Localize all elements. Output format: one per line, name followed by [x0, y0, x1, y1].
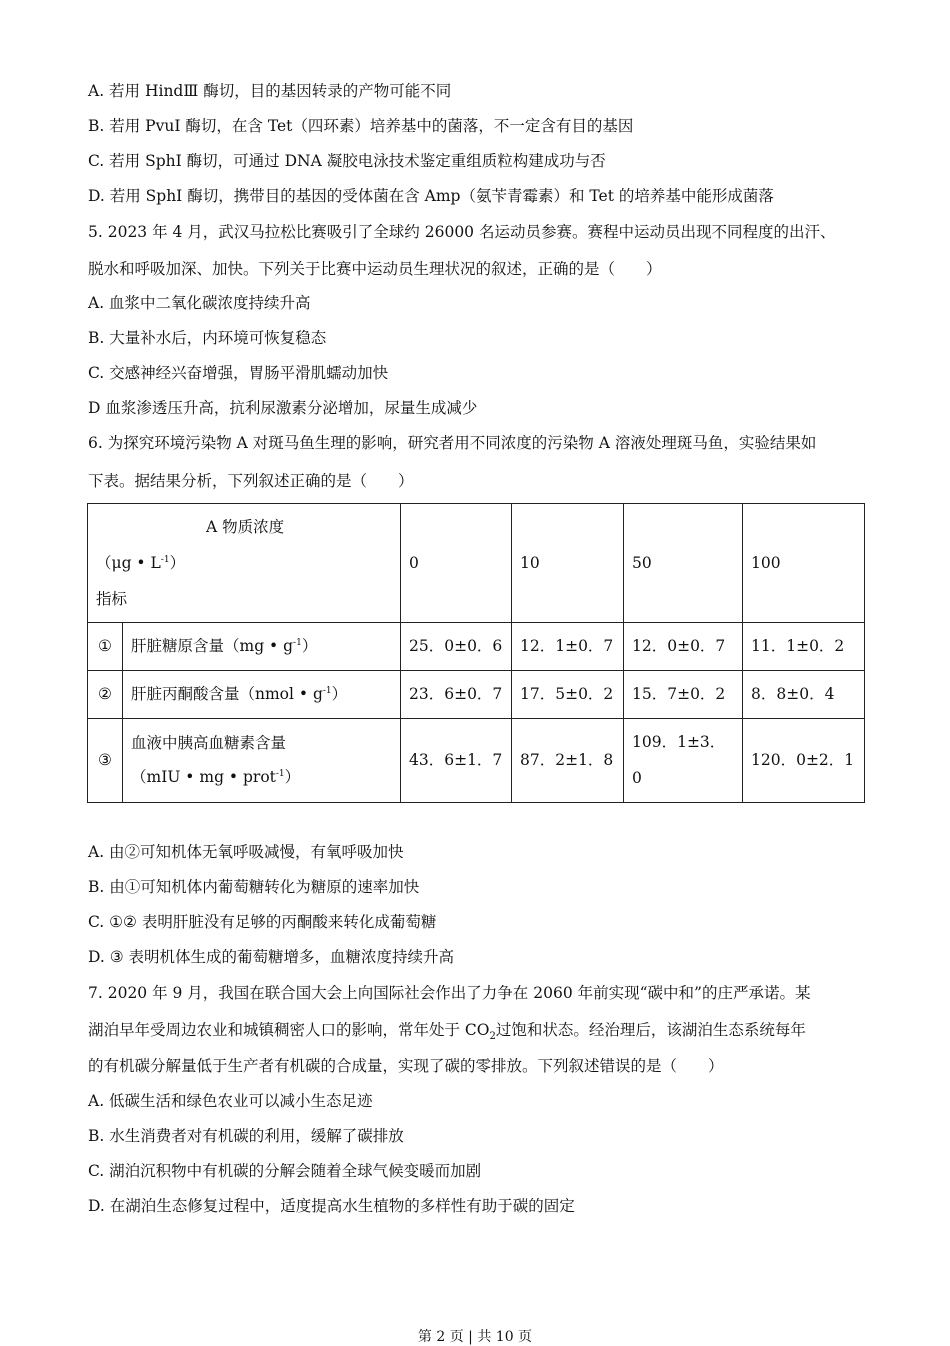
q7-option-b: B. 水生消费者对有机碳的利用，缓解了碳排放 [88, 1127, 404, 1145]
q5-option-b: B. 大量补水后，内环境可恢复稳态 [88, 329, 327, 347]
page-footer: 第 2 页 | 共 10 页 [417, 1329, 533, 1345]
cell-value: 12．1±0．7 [512, 623, 624, 670]
row-number: ② [88, 670, 123, 718]
q4-option-c: C. 若用 SphⅠ 酶切，可通过 DNA 凝胶电泳技术鉴定重组质粒构建成功与否 [88, 152, 606, 170]
table-row [88, 718, 865, 802]
header-title: A 物质浓度 [206, 518, 285, 537]
cell-value: 87．2±1．8 [512, 718, 624, 802]
q5-option-a: A. 血浆中二氧化碳浓度持续升高 [88, 294, 311, 312]
header-concentration-50: 50 [624, 504, 743, 623]
q5-option-d: D 血浆渗透压升高，抗利尿激素分泌增加，尿量生成减少 [88, 399, 478, 417]
table-row [88, 623, 865, 670]
table-header-cell [88, 504, 401, 623]
row-label: 肝脏丙酮酸含量（nmol • $g^{-1}$） [123, 670, 401, 718]
q6-stem-line1: 6. 为探究环境污染物 A 对斑马鱼生理的影响，研究者用不同浓度的污染物 A 溶液处理斑马鱼，实验结果如 [88, 434, 817, 452]
cell-value: 11．1±0．2 [743, 623, 865, 670]
cell-value: 12．0±0．7 [624, 623, 743, 670]
q4-option-a: A. 若用 HindⅢ 酶切，目的基因转录的产物可能不同 [88, 82, 452, 100]
table-header-row [88, 504, 865, 623]
q7-option-c: C. 湖泊沉积物中有机碳的分解会随着全球气候变暖而加剧 [88, 1162, 482, 1180]
header-concentration-10: 10 [512, 504, 624, 623]
q6-option-c: C. ①② 表明肝脏没有足够的丙酮酸来转化成葡萄糖 [88, 913, 437, 931]
header-unit: （μg • $L^{-1}$） [96, 554, 186, 573]
cell-value: 15．7±0．2 [624, 670, 743, 718]
q7-stem-line2: 湖泊早年受周边农业和城镇稠密人口的影响，常年处于 $CO_2$过饱和状态。经治理后，该湖泊生态系统每年 [88, 1021, 806, 1043]
q6-option-a: A. 由②可知机体无氧呼吸减慢，有氧呼吸加快 [88, 843, 404, 861]
cell-value: 17．5±0．2 [512, 670, 624, 718]
q7-option-a: A. 低碳生活和绿色农业可以减小生态足迹 [88, 1092, 373, 1110]
row-label: 肝脏糖原含量（mg • $g^{-1}$） [123, 623, 401, 670]
q6-stem-line2: 下表。据结果分析，下列叙述正确的是（ ） [88, 472, 414, 490]
q4-option-d: D. 若用 SphⅠ 酶切，携带目的基因的受体菌在含 Amp（氨苄青霉素）和 Tet 的培养基中能形成菌落 [88, 187, 774, 205]
table-row [88, 670, 865, 718]
header-indicator: 指标 [96, 590, 128, 609]
q4-option-b: B. 若用 PvuⅠ 酶切，在含 Tet（四环素）培养基中的菌落，不一定含有目的基因 [88, 117, 634, 135]
q5-stem-line1: 5. 2023 年 4 月，武汉马拉松比赛吸引了全球约 26000 名运动员参赛。赛程中运动员出现不同程度的出汗、 [88, 223, 836, 241]
q7-stem-line3: 的有机碳分解量低于生产者有机碳的合成量，实现了碳的零排放。下列叙述错误的是（ ） [88, 1057, 724, 1075]
row-number: ① [88, 623, 123, 670]
row-number: ③ [88, 718, 123, 802]
cell-value: 43．6±1．7 [401, 718, 512, 802]
q7-stem-line1: 7. 2020 年 9 月，我国在联合国大会上向国际社会作出了力争在 2060 年前实现“碳中和”的庄严承诺。某 [88, 984, 811, 1002]
cell-value: 25．0±0．6 [401, 623, 512, 670]
row-label: 血液中胰高血糖素含量 （mIU • mg • prot$^{-1}$） [123, 718, 401, 802]
q6-data-table [87, 503, 865, 803]
header-concentration-100: 100 [743, 504, 865, 623]
q7-option-d: D. 在湖泊生态修复过程中，适度提高水生植物的多样性有助于碳的固定 [88, 1197, 575, 1215]
header-concentration-0: 0 [401, 504, 512, 623]
cell-value: 23．6±0．7 [401, 670, 512, 718]
cell-value: 120．0±2．1 [743, 718, 865, 802]
q6-option-b: B. 由①可知机体内葡萄糖转化为糖原的速率加快 [88, 878, 420, 896]
cell-value: 8．8±0．4 [743, 670, 865, 718]
cell-value: 109．1±3．0 [624, 718, 743, 802]
q5-stem-line2: 脱水和呼吸加深、加快。下列关于比赛中运动员生理状况的叙述，正确的是（ ） [88, 260, 662, 278]
q6-option-d: D. ③ 表明机体生成的葡萄糖增多，血糖浓度持续升高 [88, 948, 455, 966]
q5-option-c: C. 交感神经兴奋增强，胃肠平滑肌蠕动加快 [88, 364, 389, 382]
